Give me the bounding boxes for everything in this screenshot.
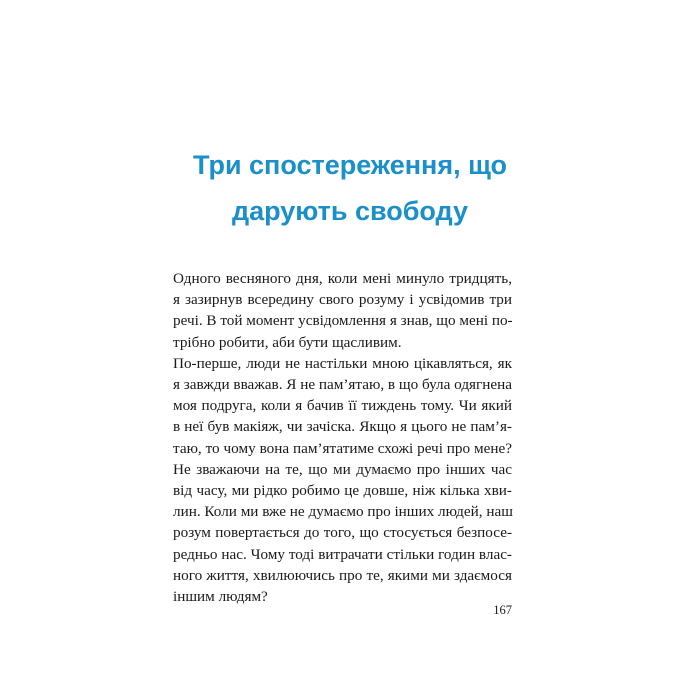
text-line: ного життя, хвилюючись про те, якими ми здаємося — [173, 566, 512, 584]
text-line: трібно робити, аби бути щасливим. — [173, 333, 402, 351]
text-line: редньо нас. Чому тоді витрачати стільки годин влас- — [173, 545, 512, 563]
page-number: 167 — [493, 603, 512, 617]
chapter-title — [150, 142, 550, 234]
text-line: іншим людям? — [173, 588, 268, 606]
text-line: моя подруга, коли я бачив її тиждень тому. Чи який — [173, 397, 512, 415]
text-line: я зазирнув всередину свого розуму і усвідомив три — [173, 291, 512, 309]
text-line: таю, то чому вона пам’ятатиме схожі речі про мене? — [173, 439, 512, 457]
text-line: розум повертається до того, що стосується безпосе- — [173, 524, 512, 542]
body-text — [173, 268, 512, 607]
text-line: лин. Коли ми вже не думаємо про інших людей, наш — [173, 503, 513, 521]
text-line: Не зважаючи на те, що ми думаємо про інших час — [173, 460, 512, 478]
text-line: По-перше, люди не настільки мною цікавляться, як — [173, 354, 512, 372]
text-line: Одного весняного дня, коли мені минуло тридцять, — [173, 270, 512, 287]
text-line: в неї був макіяж, чи зачіска. Якщо я цього не пам’я- — [173, 418, 512, 436]
text-line: від часу, ми рідко робимо це довше, ніж кілька хви- — [173, 482, 512, 500]
text-line: я завжди вважав. Я не пам’ятаю, в що була одягнена — [173, 376, 512, 394]
chapter-title-line-1: Три спостереження, що — [192, 150, 508, 180]
text-line: речі. В той момент усвідомлення я знав, що мені по- — [173, 312, 513, 330]
chapter-title-line-2: дарують свободу — [231, 196, 469, 226]
